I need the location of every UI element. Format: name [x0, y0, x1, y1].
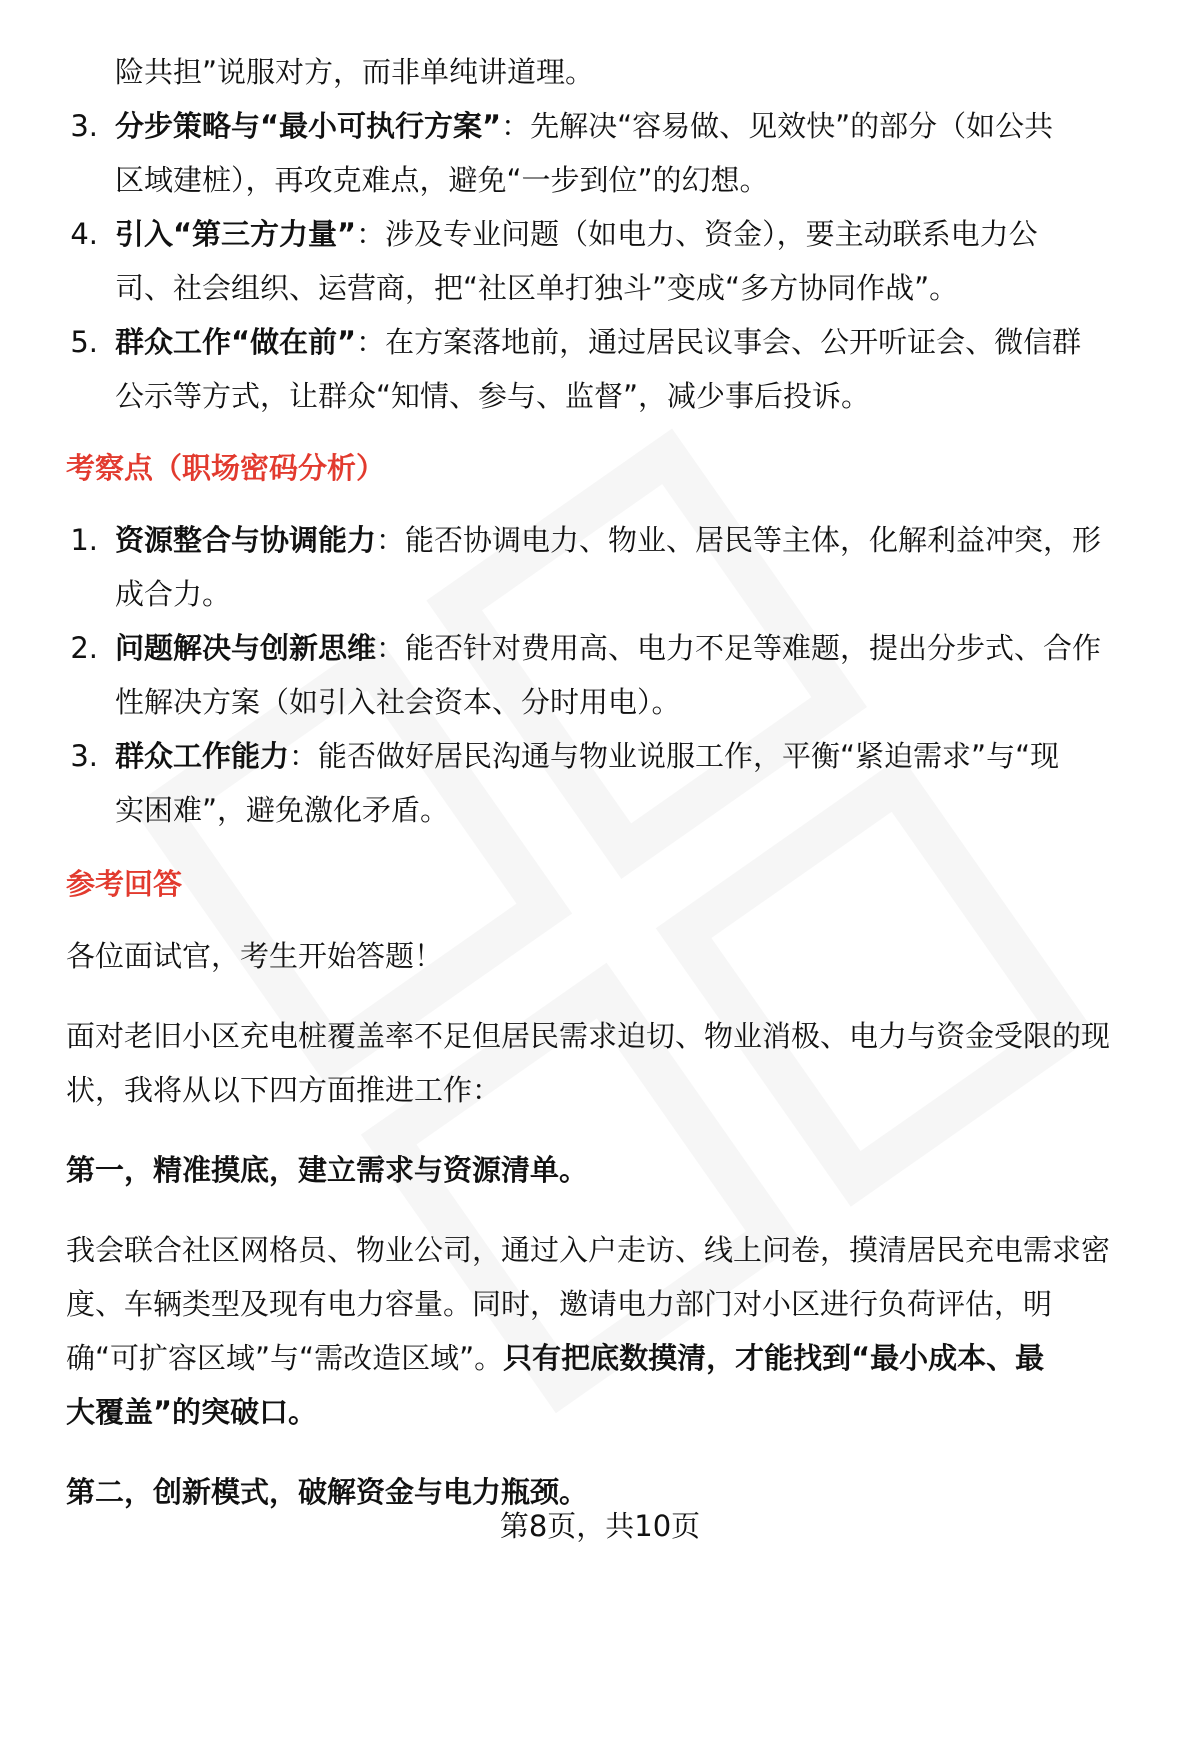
- list-number: 2.: [70, 631, 98, 665]
- greeting: 各位面试官，考生开始答题！: [66, 939, 444, 973]
- page-footer: 第8页，共10页: [499, 1509, 701, 1543]
- list-item-text: 区域建桩），再攻克难点，避免“一步到位”的幻想。: [115, 163, 769, 197]
- list-number: 3.: [70, 109, 98, 143]
- list-number: 3.: [70, 739, 98, 773]
- list-item-title: 问题解决与创新思维: [115, 631, 377, 665]
- paragraph-line: 面对老旧小区充电桩覆盖率不足但居民需求迫切、物业消极、电力与资金受限的现: [66, 1019, 1111, 1053]
- list-item-text: 实困难”，避免激化矛盾。: [115, 793, 450, 827]
- list-item: [115, 214, 1038, 254]
- list-item: [115, 106, 1053, 146]
- list-number: 4.: [70, 217, 98, 251]
- list-item-title: 引入“第三方力量”: [115, 217, 357, 251]
- paragraph-line: 我会联合社区网格员、物业公司，通过入户走访、线上问卷，摸清居民充电需求密: [66, 1233, 1111, 1267]
- paragraph-emphasis: 只有把底数摸清，才能找到“最小成本、最: [503, 1341, 1045, 1375]
- paragraph-line: [66, 1338, 1044, 1378]
- section-heading-kaocha: 考察点（职场密码分析）: [66, 451, 386, 485]
- list-item-text: ：能否协调电力、物业、居民等主体，化解利益冲突，形: [376, 523, 1102, 557]
- intro-tail: 险共担”说服对方，而非单纯讲道理。: [115, 55, 595, 89]
- list-item-text: ：在方案落地前，通过居民议事会、公开听证会、微信群: [356, 325, 1082, 359]
- list-item-title: 分步策略与“最小可执行方案”: [115, 109, 502, 143]
- list-item-text: ：能否针对费用高、电力不足等难题，提出分步式、合作: [376, 631, 1102, 665]
- section-heading-answer: 参考回答: [66, 867, 183, 901]
- list-number: 1.: [70, 523, 98, 557]
- paragraph-line: 状，我将从以下四方面推进工作：: [66, 1073, 502, 1107]
- subheading-second: 第二，创新模式，破解资金与电力瓶颈。: [66, 1475, 589, 1509]
- list-item-text: 性解决方案（如引入社会资本、分时用电）。: [115, 685, 681, 719]
- list-item-text: ：涉及专业问题（如电力、资金），要主动联系电力公: [356, 217, 1038, 251]
- list-item: [115, 628, 1101, 668]
- list-item-text: 公示等方式，让群众“知情、参与、监督”，减少事后投诉。: [115, 379, 871, 413]
- list-item: [115, 736, 1059, 776]
- list-item-text: 司、社会组织、运营商，把“社区单打独斗”变成“多方协同作战”。: [115, 271, 959, 305]
- list-item-title: 群众工作能力: [115, 739, 290, 773]
- paragraph-text: 确“可扩容区域”与“需改造区域”。: [66, 1341, 504, 1375]
- list-item: [115, 322, 1081, 362]
- list-item-title: 资源整合与协调能力: [115, 523, 377, 557]
- subheading-first: 第一，精准摸底，建立需求与资源清单。: [66, 1153, 589, 1187]
- list-item-title: 群众工作“做在前”: [115, 325, 357, 359]
- list-item-text: 成合力。: [115, 577, 232, 611]
- list-item: [115, 520, 1101, 560]
- list-number: 5.: [70, 325, 98, 359]
- paragraph-emphasis: 大覆盖”的突破口。: [66, 1395, 318, 1429]
- list-item-text: ：先解决“容易做、见效快”的部分（如公共: [501, 109, 1054, 143]
- list-item-text: ：能否做好居民沟通与物业说服工作，平衡“紧迫需求”与“现: [289, 739, 1060, 773]
- paragraph-line: 度、车辆类型及现有电力容量。同时，邀请电力部门对小区进行负荷评估，明: [66, 1287, 1053, 1321]
